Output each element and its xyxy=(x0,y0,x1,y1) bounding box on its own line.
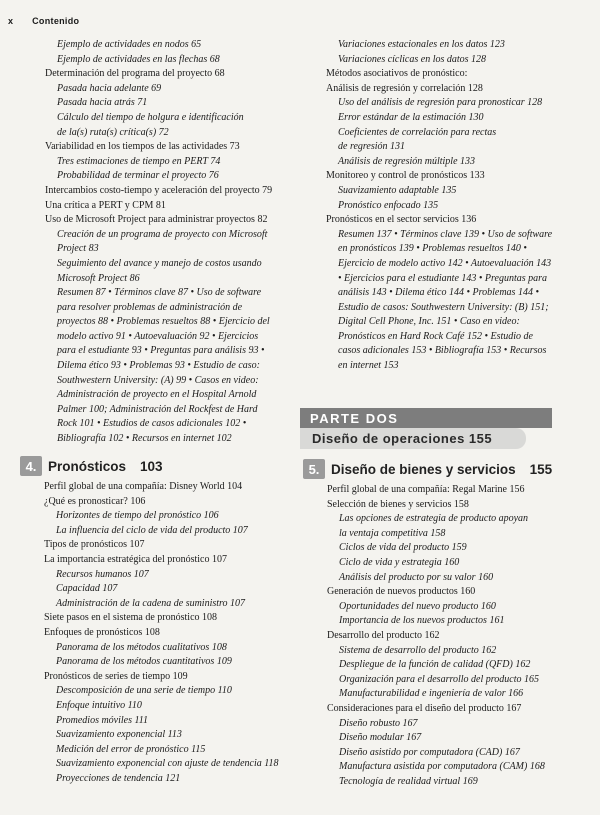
toc-subsection-entry[interactable]: Enfoque intuitivo 110 xyxy=(56,699,142,711)
chapter-title: Diseño de bienes y servicios xyxy=(331,461,516,477)
toc-section-entry[interactable]: Consideraciones para el diseño del producto 167 xyxy=(327,702,522,714)
toc-subsection-entry[interactable]: Organización para el desarrollo del producto 165 xyxy=(339,673,539,685)
toc-subsection-entry[interactable]: Probabilidad de terminar el proyecto 76 xyxy=(57,170,219,182)
toc-subsection-entry[interactable]: Administración de la cadena de suministro 107 xyxy=(56,597,246,609)
toc-section-entry[interactable]: La importancia estratégica del pronóstico 107 xyxy=(44,553,227,565)
toc-subsection-entry[interactable]: Medición del error de pronóstico 115 xyxy=(56,743,206,755)
toc-subsection-entry[interactable]: Estudio de casos: Southwestern University: (B) 151; xyxy=(338,301,549,313)
toc-subsection-entry[interactable]: Manufacturabilidad e ingeniería de valor 166 xyxy=(339,688,524,700)
toc-section-entry[interactable]: Pronósticos de series de tiempo 109 xyxy=(44,670,188,682)
chapter-number-badge: 5. xyxy=(303,459,325,479)
toc-subsection-entry[interactable]: Microsoft Project 86 xyxy=(57,272,140,284)
toc-subsection-entry[interactable]: Resumen 137 • Términos clave 139 • Uso de software xyxy=(338,228,553,240)
toc-subsection-entry[interactable]: Diseño asistido por computadora (CAD) 167 xyxy=(339,746,520,758)
toc-subsection-entry[interactable]: Suavizamiento adaptable 135 xyxy=(338,184,457,196)
toc-section-entry[interactable]: Perfil global de una compañía: Regal Marine 156 xyxy=(327,484,525,495)
chapter-page: 103 xyxy=(140,458,163,474)
toc-subsection-entry[interactable]: modelo activo 91 • Autoevaluación 92 • Ejercicios xyxy=(57,330,259,342)
toc-subsection-entry[interactable]: Panorama de los métodos cualitativos 108 xyxy=(56,641,227,653)
toc-subsection-entry[interactable]: Ciclo de vida y estrategia 160 xyxy=(339,556,460,568)
chapter-5-section xyxy=(303,459,583,789)
chapter-5-heading[interactable] xyxy=(303,459,583,479)
toc-subsection-entry[interactable]: Southwestern University: (A) 99 • Casos en video: xyxy=(57,374,259,386)
toc-subsection-entry[interactable]: Diseño modular 167 xyxy=(339,732,422,744)
toc-subsection-entry[interactable]: Tres estimaciones de tiempo en PERT 74 xyxy=(57,155,221,167)
toc-subsection-entry[interactable]: en pronósticos 139 • Problemas resueltos 140 • xyxy=(338,243,527,255)
toc-subsection-entry[interactable]: Project 83 xyxy=(57,243,99,255)
toc-subsection-entry[interactable]: Error estándar de la estimación 130 xyxy=(338,111,484,123)
part-label: PARTE DOS xyxy=(300,408,552,428)
toc-subsection-entry[interactable]: Suavizamiento exponencial 113 xyxy=(56,729,182,741)
chapter-number-badge: 4. xyxy=(20,456,42,476)
toc-section-entry[interactable]: Selección de bienes y servicios 158 xyxy=(327,498,469,510)
toc-section-entry[interactable]: Desarrollo del producto 162 xyxy=(327,629,440,641)
toc-subsection-entry[interactable]: la ventaja competitiva 158 xyxy=(339,527,446,539)
page-number: x xyxy=(8,16,14,26)
running-title: Contenido xyxy=(32,16,80,26)
toc-subsection-entry[interactable]: Pronósticos en Hard Rock Café 152 • Estudio de xyxy=(338,330,533,342)
toc-subsection-entry[interactable]: Oportunidades del nuevo producto 160 xyxy=(339,600,496,612)
toc-subsection-entry[interactable]: Tecnología de realidad virtual 169 xyxy=(339,775,478,787)
toc-subsection-entry[interactable]: Cálculo del tiempo de holgura e identificación xyxy=(57,111,244,123)
toc-subsection-entry[interactable]: Palmer 100; Administración del Rockfest de Hard xyxy=(57,403,258,415)
toc-subsection-entry[interactable]: para el estudiante 93 • Preguntas para análisis 93 • xyxy=(57,345,265,357)
toc-subsection-entry[interactable]: Pasada hacia adelante 69 xyxy=(57,82,162,94)
toc-section-entry[interactable]: Pronósticos en el sector servicios 136 xyxy=(326,214,477,226)
toc-subsection-entry[interactable]: Ejemplo de actividades en nodos 65 xyxy=(57,39,202,50)
toc-subsection-entry[interactable]: Bibliografía 102 • Recursos en internet 102 xyxy=(57,433,232,445)
chapter-5-entries xyxy=(327,483,583,789)
toc-subsection-entry[interactable]: Proyecciones de tendencia 121 xyxy=(56,772,181,784)
toc-subsection-entry[interactable]: Manufactura asistida por computadora (CAM) 168 xyxy=(339,761,545,773)
toc-subsection-entry[interactable]: Uso del análisis de regresión para pronosticar 128 xyxy=(338,97,543,109)
toc-subsection-entry[interactable]: Panorama de los métodos cuantitativos 109 xyxy=(56,656,232,668)
toc-subsection-entry[interactable]: Administración de proyecto en el Hospital Arnold xyxy=(57,389,257,401)
toc-subsection-entry[interactable]: casos adicionales 153 • Bibliografía 153 • Recursos xyxy=(338,345,547,357)
chapter-page: 155 xyxy=(529,461,553,477)
toc-section-entry[interactable]: ¿Qué es pronosticar? 106 xyxy=(44,495,146,507)
toc-subsection-entry[interactable]: en internet 153 xyxy=(338,360,399,372)
toc-subsection-entry[interactable]: Horizontes de tiempo del pronóstico 106 xyxy=(56,510,219,522)
toc-subsection-entry[interactable]: Rock 101 • Estudios de casos adicionales 102 • xyxy=(57,418,247,430)
toc-section-entry[interactable]: Determinación del programa del proyecto 68 xyxy=(45,68,225,80)
chapter-4-heading[interactable] xyxy=(20,456,295,476)
toc-section-entry[interactable]: Intercambios costo-tiempo y aceleración del proyecto 79 xyxy=(45,184,273,196)
toc-subsection-entry[interactable]: Pronóstico enfocado 135 xyxy=(338,199,439,211)
toc-subsection-entry[interactable]: Creación de un programa de proyecto con Microsoft xyxy=(57,228,268,240)
toc-subsection-entry[interactable]: Descomposición de una serie de tiempo 110 xyxy=(56,685,232,697)
toc-subsection-entry[interactable]: Las opciones de estrategia de producto apoyan xyxy=(339,513,529,525)
toc-section-entry[interactable]: Tipos de pronósticos 107 xyxy=(44,539,145,551)
part-subtitle: Diseño de operaciones 155 xyxy=(300,428,526,449)
toc-subsection-entry[interactable]: Capacidad 107 xyxy=(56,583,118,595)
toc-subsection-entry[interactable]: proyectos 88 • Problemas resueltos 88 • Ejercicio del xyxy=(57,316,270,328)
toc-subsection-entry[interactable]: Variaciones estacionales en los datos 123 xyxy=(338,39,505,50)
chapter-4-entries xyxy=(44,480,295,786)
toc-section-entry[interactable]: Análisis de regresión y correlación 128 xyxy=(326,82,483,94)
page-header xyxy=(8,16,79,26)
toc-subsection-entry[interactable]: Resumen 87 • Términos clave 87 • Uso de software xyxy=(57,287,262,299)
toc-subsection-entry[interactable]: de la(s) ruta(s) crítica(s) 72 xyxy=(57,126,169,138)
toc-subsection-entry[interactable]: La influencia del ciclo de vida del producto 107 xyxy=(56,524,248,536)
toc-subsection-entry[interactable]: Seguimiento del avance y manejo de costos usando xyxy=(57,257,262,269)
toc-subsection-entry[interactable]: de regresión 131 xyxy=(338,141,406,153)
toc-left-top xyxy=(45,38,300,447)
toc-section-entry[interactable]: Monitoreo y control de pronósticos 133 xyxy=(326,170,485,182)
toc-subsection-entry[interactable]: Ciclos de vida del producto 159 xyxy=(339,542,467,554)
toc-section-entry[interactable]: Generación de nuevos productos 160 xyxy=(327,586,476,598)
toc-subsection-entry[interactable]: Coeficientes de correlación para rectas xyxy=(338,126,497,138)
toc-subsection-entry[interactable]: Diseño robusto 167 xyxy=(339,717,418,729)
toc-subsection-entry[interactable]: Digital Cell Phone, Inc. 151 • Caso en video: xyxy=(338,316,520,328)
toc-section-entry[interactable]: Enfoques de pronósticos 108 xyxy=(44,626,160,638)
toc-subsection-entry[interactable]: Análisis de regresión múltiple 133 xyxy=(338,155,476,167)
toc-subsection-entry[interactable]: análisis 143 • Dilema ético 144 • Problemas 144 • xyxy=(338,287,539,299)
toc-section-entry[interactable]: Uso de Microsoft Project para administrar proyectos 82 xyxy=(45,214,268,226)
toc-subsection-entry[interactable]: Pasada hacia atrás 71 xyxy=(57,97,148,109)
toc-subsection-entry[interactable]: Suavizamiento exponencial con ajuste de tendencia 118 xyxy=(56,758,279,770)
toc-subsection-entry[interactable]: Dilema ético 93 • Problemas 93 • Estudio de caso: xyxy=(57,360,260,372)
toc-section-entry[interactable]: Una crítica a PERT y CPM 81 xyxy=(45,199,166,211)
toc-section-entry[interactable]: Perfil global de una compañía: Disney World 104 xyxy=(44,481,243,492)
toc-section-entry[interactable]: Variabilidad en los tiempos de las actividades 73 xyxy=(45,141,240,153)
toc-subsection-entry[interactable]: Promedios móviles 111 xyxy=(56,714,149,726)
toc-subsection-entry[interactable]: Análisis del producto por su valor 160 xyxy=(339,571,494,583)
chapter-4-section xyxy=(20,456,295,786)
toc-subsection-entry[interactable]: Ejemplo de actividades en las flechas 68 xyxy=(57,53,220,65)
toc-subsection-entry[interactable]: Ejercicio de modelo activo 142 • Autoevaluación 143 xyxy=(338,257,552,269)
chapter-title: Pronósticos xyxy=(48,458,127,474)
toc-right-top xyxy=(326,38,581,374)
toc-subsection-entry[interactable]: Importancia de los nuevos productos 161 xyxy=(339,615,505,627)
toc-subsection-entry[interactable]: • Ejercicios para el estudiante 143 • Preguntas para xyxy=(338,272,548,284)
toc-subsection-entry[interactable]: Recursos humanos 107 xyxy=(56,568,149,580)
toc-subsection-entry[interactable]: Variaciones cíclicas en los datos 128 xyxy=(338,53,487,65)
toc-subsection-entry[interactable]: Sistema de desarrollo del producto 162 xyxy=(339,644,497,656)
toc-section-entry[interactable]: Métodos asociativos de pronóstico: xyxy=(326,68,468,80)
toc-subsection-entry[interactable]: Despliegue de la función de calidad (QFD) 162 xyxy=(339,659,531,671)
toc-section-entry[interactable]: Siete pasos en el sistema de pronóstico 108 xyxy=(44,612,218,624)
toc-subsection-entry[interactable]: para resolver problemas de administración de xyxy=(57,301,243,313)
